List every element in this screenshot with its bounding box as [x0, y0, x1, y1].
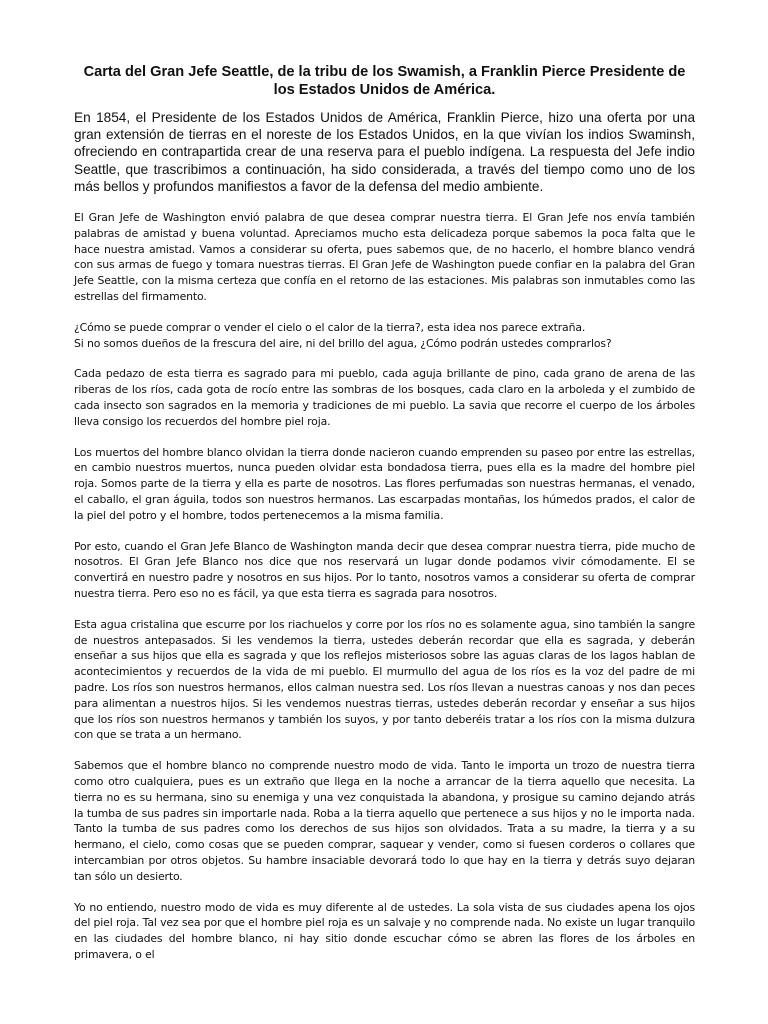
body-paragraph-7: Yo no entiendo, nuestro modo de vida es muy diferente al de ustedes. La sola vista de sus ciudades apena los ojos del piel roja. Tal vez sea por que el hombre piel roja es un salvaje y no comprende nada. No existe un lugar tranquilo en las ciudades del hombre blanco, ni hay sitio donde escuchar cómo se abren las flores de los árboles en primavera, o el: [74, 900, 695, 961]
body-paragraph-5: Esta agua cristalina que escurre por los riachuelos y corre por los ríos no es solamente agua, sino también la sangre de nuestros antepasados. Si les vendemos la tierra, ustedes deberán recordar que ella es sagrada, y deberán enseñar a sus hijos que ella es sagrada y que los reflejos misteriosos sobre las aguas claras de los lagos hablan de acontecimientos y recuerdos de la vida de mi pueblo. El murmullo del agua de los ríos es la voz del padre de mi padre. Los ríos son nuestros hermanos, ellos calman nuestra sed. Los ríos llevan a nuestras canoas y nos dan peces para alimentan a nuestros hijos. Si les vendemos nuestras tierras, ustedes deberán recordar y enseñar a sus hijos que los ríos son nuestros hermanos y también los suyos, y por tanto deberéis tratar a los ríos con la misma dulzura con que se trata a un hermano.: [74, 617, 695, 742]
body-paragraph-1: El Gran Jefe de Washington envió palabra de que desea comprar nuestra tierra. El Gran Jefe nos envía también palabras de amistad y buena voluntad. Apreciamos mucho esta delicadeza porque sabemos la poca falta que le hace nuestra amistad. Vamos a considerar su oferta, pues sabemos que, de no hacerlo, el hombre blanco vendrá con sus armas de fuego y tomara nuestras tierras. El Gran Jefe de Washington puede confiar en la palabra del Gran Jefe Seattle, con la misma certeza que confía en el retorno de las estaciones. Mis palabras son inmutables como las estrellas del firmamento.: [74, 211, 695, 303]
body-paragraph-3: Los muertos del hombre blanco olvidan la tierra donde nacieron cuando emprenden su paseo por entre las estrellas, en cambio nuestros muertos, nunca pueden olvidar esta bondadosa tierra, pues ella es la madre del hombre piel roja. Somos parte de la tierra y ella es parte de nosotros. Las flores perfumadas son nuestras hermanas, el venado, el caballo, el gran águila, todos son nuestros hermanos. Las escarpadas montañas, los húmedos prados, el calor de la piel del potro y el hombre, todos pertenecemos a la misma familia.: [74, 445, 695, 522]
question-line-1: ¿Cómo se puede comprar o vender el cielo o el calor de la tierra?, esta idea nos parece extraña.: [74, 320, 586, 334]
question-block: [74, 320, 695, 352]
body-paragraph-4: Por esto, cuando el Gran Jefe Blanco de Washington manda decir que desea comprar nuestra tierra, pide mucho de nosotros. El Gran Jefe Blanco nos dice que nos reservará un lugar donde podamos vivir cómodamente. El se convertirá en nuestro padre y nosotros en sus hijos. Por lo tanto, nosotros vamos a considerar su oferta de comprar nuestra tierra. Pero eso no es fácil, ya que esta tierra es sagrada para nosotros.: [74, 539, 695, 600]
body-paragraph-2: Cada pedazo de esta tierra es sagrado para mi pueblo, cada aguja brillante de pino, cada grano de arena de las riberas de los ríos, cada gota de rocío entre las sombras de los bosques, cada claro en la arboleda y el zumbido de cada insecto son sagrados en la memoria y tradiciones de mi pueblo. La savia que recorre el cuerpo de los árboles lleva consigo los recuerdos del hombre piel roja.: [74, 367, 695, 428]
body-paragraph-6: Sabemos que el hombre blanco no comprende nuestro modo de vida. Tanto le importa un trozo de nuestra tierra como otro cualquiera, pues es un extraño que llega en la noche a arrancar de la tierra aquello que necesita. La tierra no es su hermana, sino su enemiga y una vez conquistada la abandona, y prosigue su camino dejando atrás la tumba de sus padres sin importarle nada. Roba a la tierra aquello que pertenece a sus hijos y no le importa nada. Tanto la tumba de sus padres como los derechos de sus hijos son olvidados. Trata a su madre, la tierra y a su hermano, el cielo, como cosas que se pueden comprar, saquear y vender, como si fuesen corderos o collares que intercambian por otros objetos. Su hambre insaciable devorará todo lo que hay en la tierra y detrás suyo dejaran tan sólo un desierto.: [74, 759, 695, 883]
question-line-2: Si no somos dueños de la frescura del aire, ni del brillo del agua, ¿Cómo podrán ustedes comprarlos?: [74, 336, 612, 350]
intro-paragraph: En 1854, el Presidente de los Estados Unidos de América, Franklin Pierce, hizo una oferta por una gran extensión de tierras en el noreste de los Estados Unidos, en la que vivían los indios Swaminsh, ofreciendo en contrapartida crear de una reserva para el pueblo indígena. La respuesta del Jefe indio Seattle, que trascribimos a continuación, ha sido considerada, a través del tiempo como uno de los más bellos y profundos manifiestos a favor de la defensa del medio ambiente.: [74, 110, 695, 194]
document-title: Carta del Gran Jefe Seattle, de la tribu de los Swamish, a Franklin Pierce Presidente de los Estados Unidos de América.: [83, 64, 686, 98]
document-page: [74, 63, 695, 978]
